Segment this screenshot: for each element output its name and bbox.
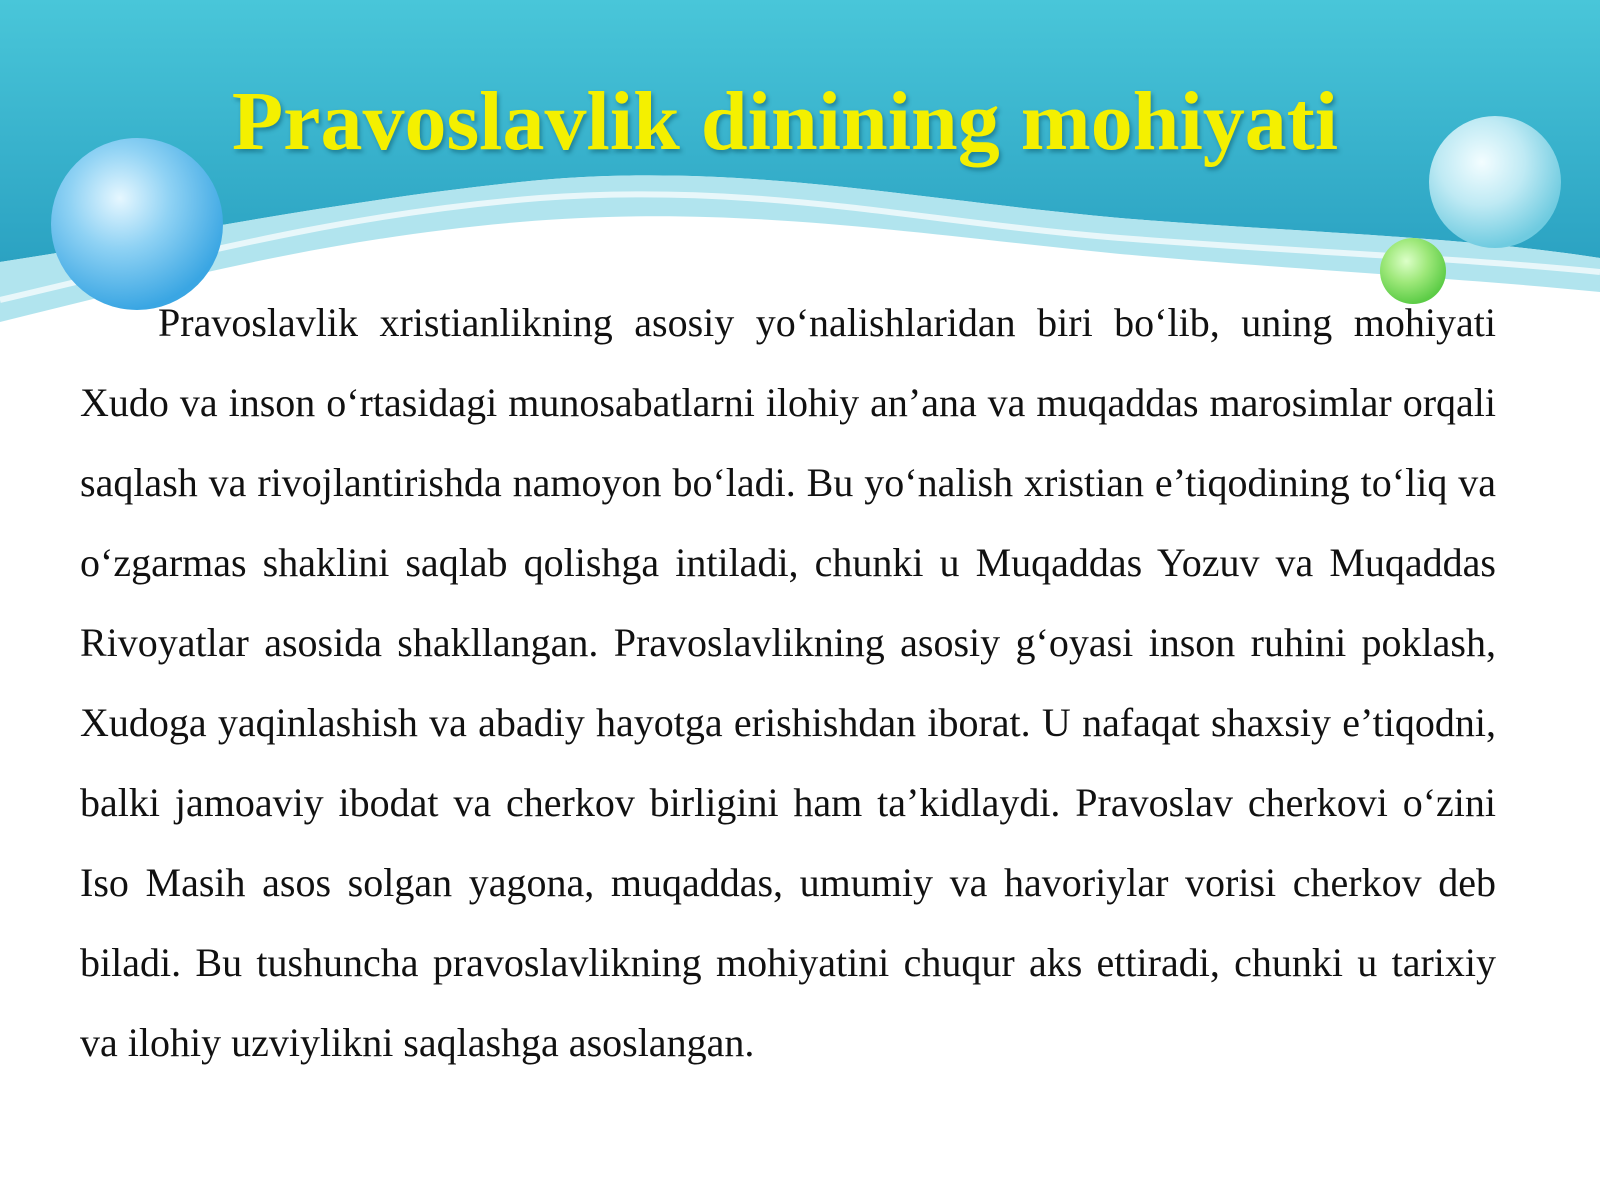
slide-title: Pravoslavlik dinining mohiyati: [231, 75, 1339, 168]
body-paragraph: Pravoslavlik xristianlikning asosiy yo‘nalishlaridan biri bo‘lib, uning mohiyati Xudo va inson o‘rtasidagi munosabatlarni ilohiy an’ana va muqaddas marosimlar orqali saqlash va rivojlantirishda namoyon bo‘ladi. Bu yo‘nalish xristian e’tiqodining to‘liq va o‘zgarmas shaklini saqlab qolishga intiladi, chunki u Muqaddas Yozuv va Muqaddas Rivoyatlar asosida shakllangan. Pravoslavlikning asosiy g‘oyasi inson ruhini poklash, Xudoga yaqinlashish va abadiy hayotga erishishdan iborat. U nafaqat shaxsiy e’tiqodni, balki jamoaviy ibodat va cherkov birligini ham ta’kidlaydi. Pravoslav cherkovi o‘zini Iso Masih asos solgan yagona, muqaddas, umumiy va havoriylar vorisi cherkov deb biladi. Bu tushuncha pravoslavlikning mohiyatini chuqur aks ettiradi, chunki u tarixiy va ilohiy uzviylikni saqlashga asoslangan.: [80, 300, 1496, 1065]
